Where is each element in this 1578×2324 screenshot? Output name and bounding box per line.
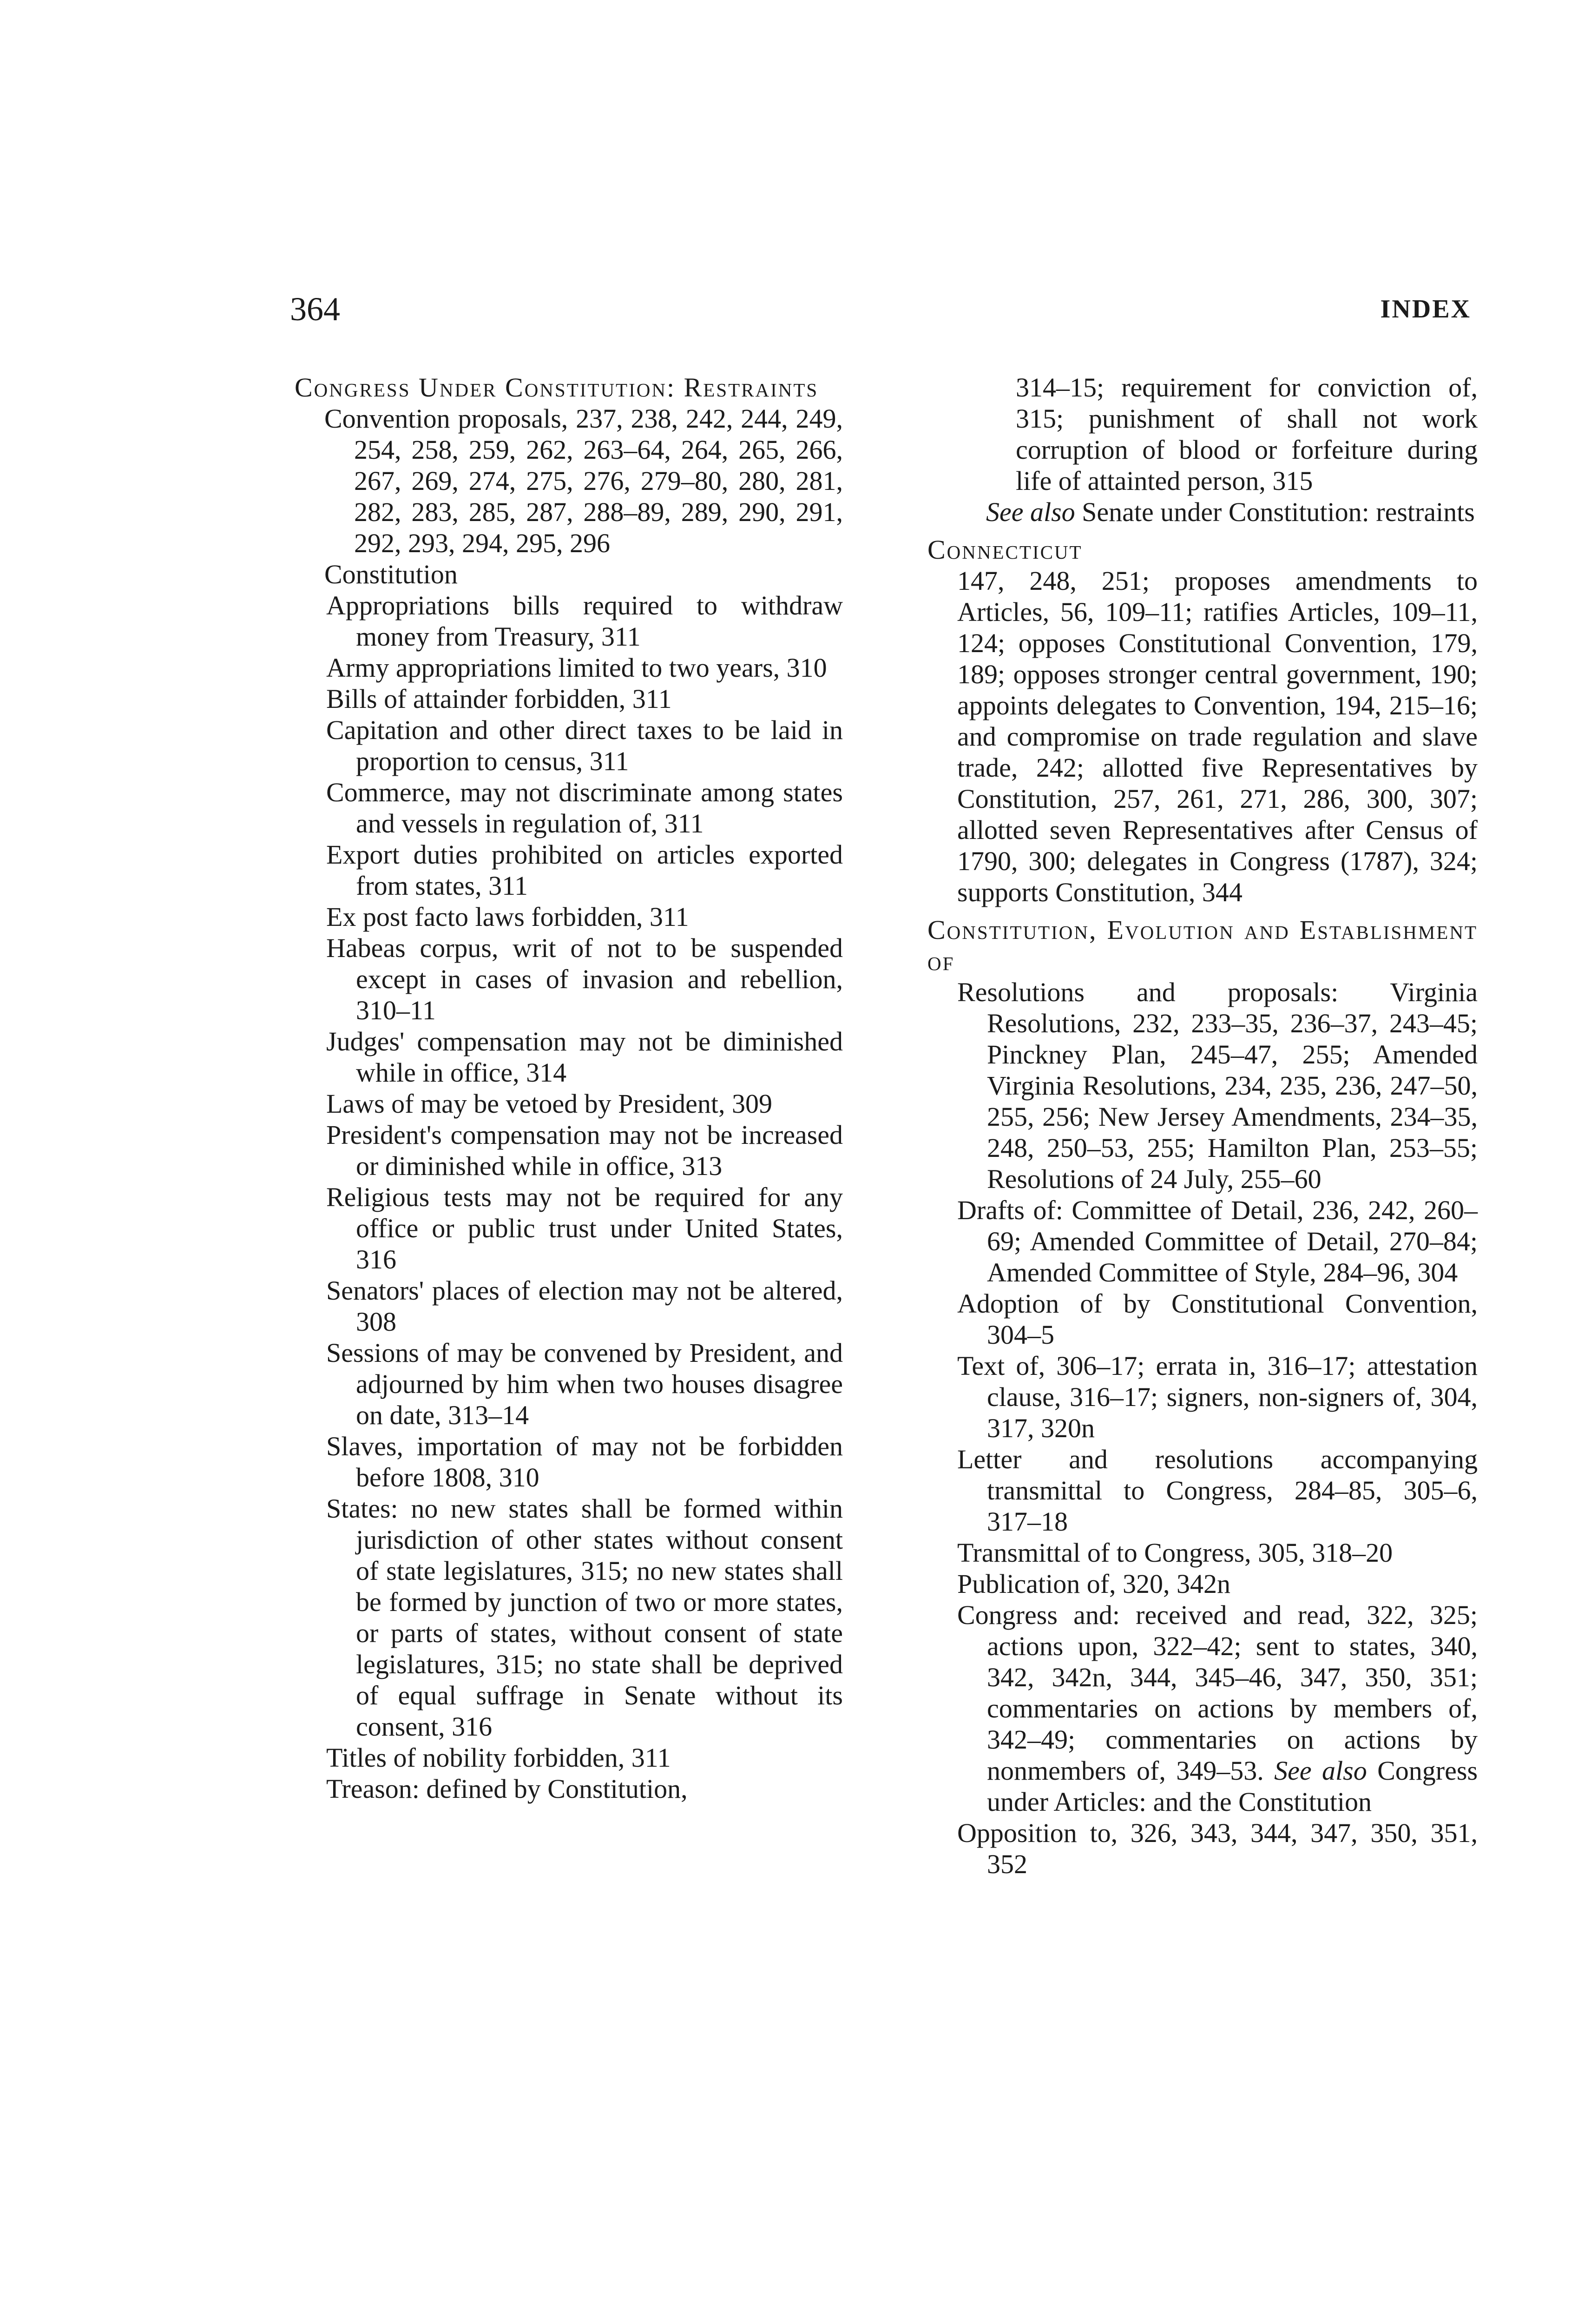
running-head: INDEX [1380, 295, 1471, 324]
entry-text: Capitation and other direct taxes to be laid in proportion to census, 311 [326, 715, 843, 776]
entry-text: Constitution [324, 559, 458, 589]
page-number: 364 [290, 290, 340, 328]
entry-text: 147, 248, 251; proposes amendments to Articles, 56, 109–11; ratifies Articles, 109–11, 124; opposes Constitutional Convention, 179, 189; opposes stronger central government, 190; appoints delegates to Convention, 194, 215–16; and compromise on trade regulation and slave trade, 242; allotted five Representatives by Constitution, 257, 261, 271, 286, 300, 307; allotted seven Representatives after Census of 1790, 300; delegates in Congress (1787), 324; supports Constitution, 344 [957, 566, 1478, 907]
see-also-target: Congress under Articles: and the Constitution [987, 1756, 1478, 1817]
index-entry [295, 1431, 843, 1493]
see-also-entry [927, 496, 1478, 528]
entry-text: Religious tests may not be required for any office or public trust under United States, 316 [326, 1182, 843, 1274]
page-header [0, 288, 1578, 330]
entry-text: Sessions of may be convened by President, and adjourned by him when two houses disagree on date, 313–14 [326, 1338, 843, 1430]
entry-text: Laws of may be vetoed by President, 309 [326, 1089, 773, 1119]
entry-text: Adoption of by Constitutional Convention, 304–5 [957, 1288, 1478, 1350]
index-entry [295, 1088, 843, 1119]
index-entry [295, 839, 843, 901]
entry-text: Titles of nobility forbidden, 311 [326, 1743, 671, 1773]
entry-text: Export duties prohibited on articles exported from states, 311 [326, 839, 843, 901]
entry-text: Senators' places of election may not be altered, 308 [326, 1275, 843, 1337]
index-entry [295, 1493, 843, 1742]
heading-text: Congress Under Constitution: Restraints [295, 372, 819, 403]
entry-text: States: no new states shall be formed within jurisdiction of other states without consent of state legislatures, 315; no new states shall be formed by junction of two or more states, or parts of states, without consent of state legislatures, 315; no state shall be deprived of equal suffrage in Senate without its consent, 316 [326, 1493, 843, 1742]
entry-text: Appropriations bills required to withdraw money from Treasury, 311 [326, 590, 843, 652]
index-entry [295, 683, 843, 714]
entry-text: Bills of attainder forbidden, 311 [326, 684, 672, 714]
index-entry [927, 1599, 1478, 1817]
entry-text: Treason: defined by Constitution, [326, 1774, 688, 1804]
entry-text: Convention proposals, 237, 238, 242, 244, 249, 254, 258, 259, 262, 263–64, 264, 265, 266, 267, 269, 274, 275, 276, 279–80, 280, 281, 282, 283, 285, 287, 288–89, 289, 290, 291, 292, 293, 294, 295, 296 [324, 403, 843, 558]
entry-text: Congress and: received and read, 322, 325; actions upon, 322–42; sent to states, 340, 342, 342n, 344, 345–46, 347, 350, 351; commentaries on actions by members of, 342–49; commentaries on actions by nonmembers of, 349–53. [957, 1600, 1478, 1786]
index-entry [295, 1026, 843, 1088]
index-heading [927, 914, 1478, 977]
index-entry [295, 1275, 843, 1337]
index-entry [295, 901, 843, 932]
see-also-label: See also [1274, 1756, 1367, 1786]
index-entry [927, 1444, 1478, 1537]
index-entry [927, 1288, 1478, 1350]
index-entry [927, 565, 1478, 908]
entry-text: Habeas corpus, writ of not to be suspended except in cases of invasion and rebellion, 310–11 [326, 933, 843, 1025]
index-entry [295, 1337, 843, 1431]
entry-text: Text of, 306–17; errata in, 316–17; attestation clause, 316–17; signers, non-signers of, 304, 317, 320n [957, 1351, 1478, 1443]
index-entry [295, 1119, 843, 1182]
entry-text: Ex post facto laws forbidden, 311 [326, 902, 689, 932]
index-entry [295, 652, 843, 683]
index-entry [927, 1195, 1478, 1288]
entry-text: Publication of, 320, 342n [957, 1569, 1231, 1599]
index-heading [927, 534, 1478, 565]
index-entry [295, 403, 843, 559]
see-also-target: Senate under Constitution: restraints [1082, 497, 1475, 527]
index-entry [295, 559, 843, 590]
index-entry [927, 1817, 1478, 1880]
index-entry [295, 777, 843, 839]
entry-text: Slaves, importation of may not be forbidden before 1808, 310 [326, 1431, 843, 1492]
index-entry [927, 977, 1478, 1195]
entry-text: Army appropriations limited to two years, 310 [326, 653, 827, 683]
heading-text: Connecticut [927, 535, 1083, 565]
entry-text: Commerce, may not discriminate among states and vessels in regulation of, 311 [326, 777, 843, 838]
entry-text: 314–15; requirement for conviction of, 315; punishment of shall not work corruption of blood or forfeiture during life of attainted person, 315 [1016, 372, 1478, 496]
entry-text: Opposition to, 326, 343, 344, 347, 350, 351, 352 [957, 1818, 1478, 1879]
entry-text: Drafts of: Committee of Detail, 236, 242, 260–69; Amended Committee of Detail, 270–84; Amended Committee of Style, 284–96, 304 [957, 1195, 1478, 1287]
index-entry [295, 590, 843, 652]
see-also-label: See also [986, 497, 1075, 527]
index-entry [927, 1537, 1478, 1568]
index-column-right [927, 372, 1478, 1880]
index-entry [927, 372, 1478, 496]
index-entry [295, 1773, 843, 1804]
entry-text: Judges' compensation may not be diminished while in office, 314 [326, 1026, 843, 1088]
index-entry [295, 714, 843, 777]
entry-text: Transmittal of to Congress, 305, 318–20 [957, 1538, 1393, 1568]
index-entry [927, 1568, 1478, 1599]
index-entry [295, 1742, 843, 1773]
index-heading [295, 372, 843, 403]
entry-text: President's compensation may not be increased or diminished while in office, 313 [326, 1120, 843, 1181]
entry-text: Letter and resolutions accompanying transmittal to Congress, 284–85, 305–6, 317–18 [957, 1444, 1478, 1537]
index-entry [295, 932, 843, 1026]
index-column-left [295, 372, 843, 1804]
entry-text: Resolutions and proposals: Virginia Resolutions, 232, 233–35, 236–37, 243–45; Pinckney Plan, 245–47, 255; Amended Virginia Resolutions, 234, 235, 236, 247–50, 255, 256; New Jersey Amendments, 234–35, 248, 250–53, 255; Hamilton Plan, 253–55; Resolutions of 24 July, 255–60 [957, 977, 1478, 1194]
index-entry [927, 1350, 1478, 1444]
heading-text: Constitution, Evolution and Establishment of [927, 915, 1478, 976]
index-entry [295, 1182, 843, 1275]
